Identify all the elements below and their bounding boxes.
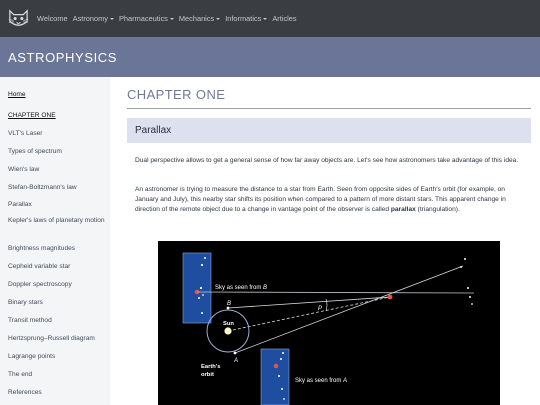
nav-item-label: Articles <box>272 14 297 23</box>
sky-a-label: Sky as seen from A <box>295 378 348 384</box>
sidebar-item-doppler-spectroscopy[interactable]: Doppler spectroscopy <box>8 281 72 288</box>
earth-position-b <box>227 307 230 310</box>
sidebar-item-hertzsprung-russell-diagram[interactable]: Hertzsprung–Russell diagram <box>8 335 95 342</box>
sidebar-item-chapter-one[interactable]: CHAPTER ONE <box>8 112 56 119</box>
orbit-label-line2: orbit <box>201 372 214 378</box>
sky-panel-b <box>183 253 211 323</box>
nav-item-label: Pharmaceutics <box>119 14 168 23</box>
nav-item-mechanics[interactable] <box>179 14 220 23</box>
point-a-label: A <box>234 358 239 364</box>
star-position-a <box>274 364 279 369</box>
sidebar-item-brightness-magnitudes[interactable]: Brightness magnitudes <box>8 245 76 252</box>
sidebar-item-the-end[interactable]: The end <box>8 371 33 378</box>
nav-item-pharmaceutics[interactable] <box>119 14 174 23</box>
parallax-paragraph <box>135 185 527 215</box>
cat-logo-icon[interactable] <box>6 6 31 31</box>
nav-item-articles[interactable] <box>272 14 296 23</box>
point-b-label: B <box>227 301 232 307</box>
sidebar <box>0 77 110 405</box>
nav-item-label: Informatics <box>225 14 262 23</box>
parallax-term: parallax <box>390 206 416 213</box>
section-header <box>127 118 531 143</box>
intro-paragraph: Dual perspective allows to get a general sense of how far away objects are. Let's see how astronomers take advantage of this idea. <box>135 157 519 164</box>
sidebar-item-transit-method[interactable]: Transit method <box>8 317 52 324</box>
caret-down-icon <box>216 18 220 20</box>
sidebar-item-kepler-s-laws-of-planetary-motion[interactable]: Kepler's laws of planetary motion <box>8 217 105 224</box>
paragraph-text: An astronomer is trying to measure the distance to a star from Earth. Seen from opposite sides of Earth's orbit (for example, on January and July), this nearby star shifts its position when compared to a pattern of more distant stars. This apparent change in direction of the remote object due to a change in vantage point of the observer is called <box>135 186 506 213</box>
sidebar-item-binary-stars[interactable]: Binary stars <box>8 299 43 306</box>
nav-item-label: Astronomy <box>72 14 108 23</box>
paragraph-text-end: (triangulation). <box>415 206 460 213</box>
nav-item-astronomy[interactable] <box>73 14 114 23</box>
earth-position-a <box>234 352 237 355</box>
nav-item-label: Welcome <box>37 14 68 23</box>
divider <box>127 108 531 109</box>
sidebar-item-wien-s-law[interactable]: Wien's law <box>8 166 40 173</box>
sidebar-item-types-of-spectrum[interactable]: Types of spectrum <box>8 148 62 155</box>
sidebar-item-lagrange-points[interactable]: Lagrange points <box>8 353 56 360</box>
sidebar-item-references[interactable]: References <box>8 389 42 396</box>
sidebar-item-stefan-boltzmann-s-law[interactable]: Stefan-Boltzmann's law <box>8 184 77 191</box>
nav-item-label: Mechanics <box>178 14 215 23</box>
site-title: ASTROPHYSICS <box>8 50 118 65</box>
nav-item-informatics[interactable] <box>225 14 267 23</box>
site-banner <box>0 37 540 77</box>
section-title: Parallax <box>135 125 172 136</box>
orbit-label-line1: Earth's <box>201 364 221 370</box>
nav-item-welcome[interactable] <box>37 14 68 23</box>
parallax-diagram <box>158 241 500 405</box>
sky-b-label: Sky as seen from B <box>215 285 268 291</box>
sidebar-item-home[interactable]: Home <box>8 91 26 98</box>
chapter-title: CHAPTER ONE <box>127 87 226 102</box>
sidebar-item-vlt-s-laser[interactable]: VLT's Laser <box>8 130 43 137</box>
caret-down-icon <box>110 18 114 20</box>
sidebar-item-cepheid-variable-star[interactable]: Cepheid variable star <box>8 263 71 270</box>
sky-panel-a <box>261 349 289 405</box>
parallax-angle-label: P <box>318 306 323 312</box>
sun-label: Sun <box>223 321 234 327</box>
caret-down-icon <box>170 18 174 20</box>
top-navbar <box>0 0 540 37</box>
sun <box>224 327 231 334</box>
caret-down-icon <box>263 18 267 20</box>
sidebar-item-parallax[interactable]: Parallax <box>8 201 32 208</box>
nearby-star <box>388 295 393 300</box>
